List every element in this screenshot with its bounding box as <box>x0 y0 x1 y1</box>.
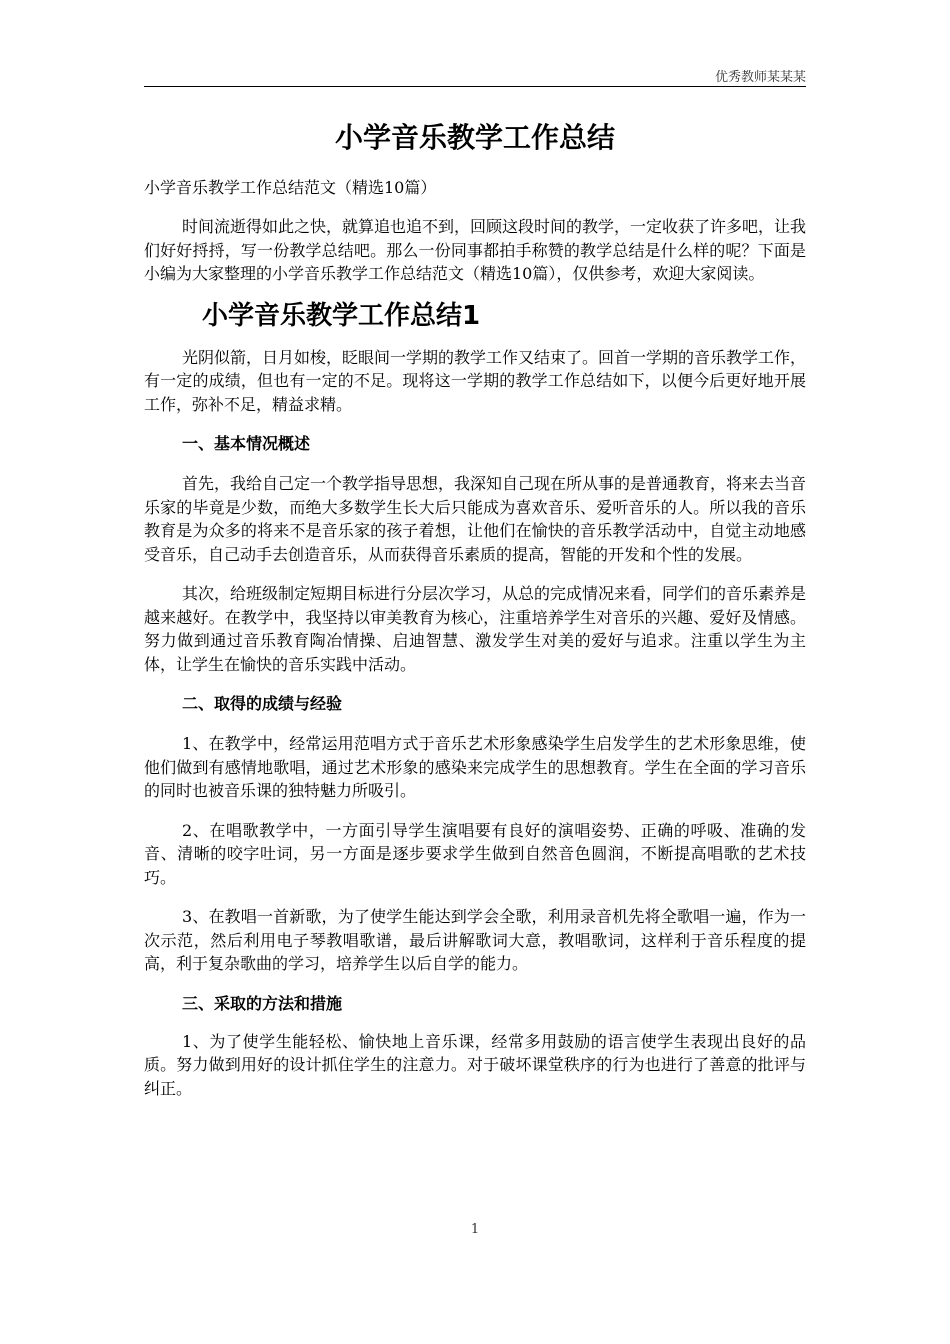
page-header-author: 优秀教师某某某 <box>714 70 806 85</box>
paragraph-class-goals: 其次，给班级制定短期目标进行分层次学习，从总的完成情况来看，同学们的音乐素养是越来越好。在教学中，我坚持以审美教育为核心，注重培养学生对音乐的兴趣、爱好及情感。努力做到通过音乐教育陶冶情操、启迪智慧、激发学生对美的爱好与追求。注重以学生为主体，让学生在愉快的音乐实践中活动。 <box>144 584 807 674</box>
paragraph-achievement-2: 2、在唱歌教学中，一方面引导学生演唱要有良好的演唱姿势、正确的呼吸、准确的发音、清晰的咬字吐词，另一方面是逐步要求学生做到自然音色圆润，不断提高唱歌的艺术技巧。 <box>144 820 806 887</box>
document-title: 小学音乐教学工作总结 <box>334 121 615 154</box>
intro-paragraph: 时间流逝得如此之快，就算追也追不到，回顾这段时间的教学，一定收获了许多吧，让我们好好捋捋，写一份教学总结吧。那么一份同事都拍手称赞的教学总结是什么样的呢？下面是小编为大家整理的小学音乐教学工作总结范文（精选10篇），仅供参考，欢迎大家阅读。 <box>144 217 807 283</box>
section-title: 小学音乐教学工作总结1 <box>202 300 481 331</box>
heading-basic-overview: 一、基本情况概述 <box>182 434 311 453</box>
page-number: 1 <box>470 1222 480 1237</box>
paragraph-achievement-1: 1、在教学中，经常运用范唱方式于音乐艺术形象感染学生启发学生的艺术形象思维，使他们做到有感情地歌唱，通过艺术形象的感染来完成学生的思想教育。学生在全面的学习音乐的同时也被音乐课的独特魅力所吸引。 <box>144 734 806 800</box>
heading-methods: 三、采取的方法和措施 <box>182 993 343 1013</box>
header-rule <box>144 86 806 87</box>
document-body <box>144 110 806 1100</box>
paragraph-teaching-philosophy: 首先，我给自己定一个教学指导思想，我深知自己现在所从事的是普通教育，将来去当音乐家的毕竟是少数，而绝大多数学生长大后只能成为喜欢音乐、爱听音乐的人。所以我的音乐教育是为众多的将来不是音乐家的孩子着想，让他们在愉快的音乐教学活动中，自觉主动地感受音乐，自己动手去创造音乐，从而获得音乐素质的提高，智能的开发和个性的发展。 <box>144 474 807 564</box>
section-opening-paragraph: 光阴似箭，日月如梭，眨眼间一学期的教学工作又结束了。回首一学期的音乐教学工作，有一定的成绩，但也有一定的不足。现将这一学期的教学工作总结如下，以便今后更好地开展工作，弥补不足，精益求精。 <box>144 347 807 414</box>
paragraph-method-1: 1、为了使学生能轻松、愉快地上音乐课，经常多用鼓励的语言使学生表现出良好的品质。努力做到用好的设计抓住学生的注意力。对于破坏课堂秩序的行为也进行了善意的批评与纠正。 <box>144 1031 806 1098</box>
document-subtitle: 小学音乐教学工作总结范文（精选10篇） <box>144 178 437 197</box>
paragraph-achievement-3: 3、在教唱一首新歌，为了使学生能达到学会全歌，利用录音机先将全歌唱一遍，作为一次示范，然后利用电子琴教唱歌谱，最后讲解歌词大意，教唱歌词，这样利于音乐程度的提高，利于复杂歌曲的学习，培养学生以后自学的能力。 <box>144 907 806 973</box>
heading-achievements: 二、取得的成绩与经验 <box>182 694 343 713</box>
